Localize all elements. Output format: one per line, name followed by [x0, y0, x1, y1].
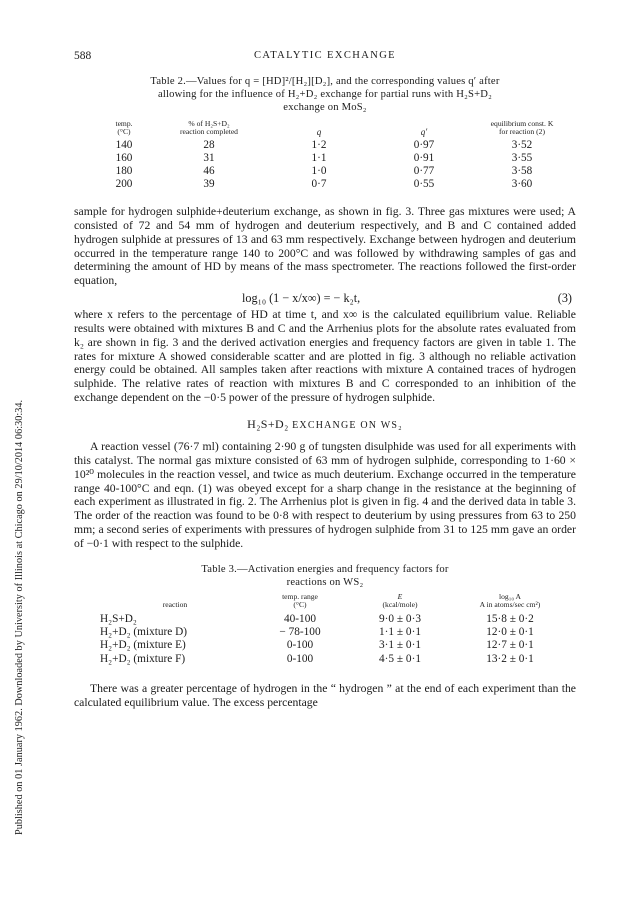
table3	[100, 593, 570, 666]
table3-caption-line: reactions on WS₂	[286, 576, 364, 588]
body-paragraph: where x refers to the percentage of HD at time t, and x∞ is the calculated equilibrium value. Reliable results were obtained with mixtures B and C and the Arrhenius plots for the absolute rates evaluated from k₂ are shown in fig. 3 and the derived activation energies and frequency factors are given in table 1. The rates for mixture A showed considerable scatter and are plotted in fig. 3 although no reliable activation energy could be obtained. All samples taken after reactions with mixture A contained traces of hydrogen sulphide. The relative rates of reaction with mixtures B and C corresponded to an inhibition of the exchange dependent on the −0·5 power of the pressure of hydrogen sulphide.	[74, 308, 576, 405]
column-header-q: q	[316, 127, 322, 137]
column-header-temp-range: temp. range (°C)	[282, 591, 318, 609]
publication-sidebar	[2, 80, 25, 840]
table2	[94, 120, 570, 191]
journal-page	[74, 50, 576, 710]
column-header-percent: % of H₂S+D₂ reaction completed	[180, 119, 238, 136]
page-number: 588	[74, 50, 92, 62]
table-row: H₂+D₂ (mixture F) 0-100 4·5 ± 0·1 13·2 ± 0·1	[100, 652, 534, 665]
table-row: 140 28 1·2 0·97 3·52	[115, 139, 533, 151]
download-notice: Published on 01 January 1962. Downloaded by University of Illinois at Chicago on 29/10/2014 06:30:34.	[14, 399, 25, 835]
table2-caption-line: exchange on MoS₂	[283, 102, 367, 113]
table-row: 160 31 1·1 0·91 3·55	[115, 152, 533, 164]
body-paragraph: sample for hydrogen sulphide+deuterium exchange, as shown in fig. 3. Three gas mixtures were used; A consisted of 72 and 54 mm of hydrogen and deuterium respectively, and B and C contained added hydrogen sulphide at pressures of 13 and 63 mm respectively. Exchange between hydrogen and deuterium occurred in the temperature range 140 to 200°C and was followed by withdrawing samples of gas and determining the amount of HD by means of the mass spectrometer. The reactions followed the first-order equation,	[74, 205, 576, 288]
table-row: 180 46 1·0 0·77 3·58	[115, 165, 533, 177]
table-row: H₂+D₂ (mixture E) 0-100 3·1 ± 0·1 12·7 ± 0·1	[100, 639, 534, 652]
section-heading	[74, 417, 576, 432]
table3-caption	[74, 563, 576, 589]
table2-caption-line: Table 2.—Values for q = [HD]²/[H₂][D₂], and the corresponding values q′ after	[150, 76, 500, 87]
section-heading-formula: H₂S+D₂	[247, 416, 289, 431]
column-header-reaction: reaction	[162, 599, 188, 609]
equation-number: (3)	[557, 291, 572, 306]
column-header-frequency: log₁₀ A A in atoms/sec cm²)	[479, 591, 541, 609]
column-header-q-prime: q′	[420, 127, 428, 137]
body-paragraph: There was a greater percentage of hydrogen in the “ hydrogen ” at the end of each experiment than the calculated equilibrium value. The excess percentage	[74, 681, 576, 709]
section-heading-text: EXCHANGE ON WS₂	[292, 419, 403, 431]
column-header-equilibrium: equilibrium const. K for reaction (2)	[490, 119, 554, 136]
table-row: H₂S+D₂ 40-100 9·0 ± 0·3 15·8 ± 0·2	[100, 612, 534, 625]
body-paragraph: A reaction vessel (76·7 ml) containing 2·90 g of tungsten disulphide was used for all experiments with this catalyst. The normal gas mixture consisted of 63 mm of hydrogen sulphide, corresponding to 1·60 × 10²⁰ molecules in the reaction vessel, and twice as much deuterium. Exchange occurred in the temperature range 40-100°C and eqn. (1) was obeyed except for a sharp change in the resistance at the beginning of each experiment as illustrated in fig. 2. The Arrhenius plot is given in fig. 4 and the derived data in table 3. The order of the reaction was found to be 0·8 with respect to deuterium by using pressures from 63 to 250 mm; a second series of experiments with pressures of hydrogen sulphide from 31 to 125 mm gave an order of −0·1 with respect to the sulphide.	[74, 439, 576, 550]
column-header-temp: temp. (°C)	[115, 119, 133, 136]
equation-3	[74, 288, 576, 308]
page-header	[74, 50, 576, 66]
table2-caption	[74, 75, 576, 114]
equation-text: log₁₀ (1 − x/x∞) = − k₂t,	[242, 291, 361, 306]
table-row: 200 39 0·7 0·55 3·60	[115, 178, 533, 190]
running-head: CATALYTIC EXCHANGE	[253, 50, 396, 61]
column-header-energy: E (kcal/mole)	[382, 591, 418, 609]
table2-caption-line: allowing for the influence of H₂+D₂ exchange for partial runs with H₂S+D₂	[157, 89, 493, 100]
table3-caption-line: Table 3.—Activation energies and frequency factors for	[201, 563, 449, 575]
table-row: H₂+D₂ (mixture D) − 78-100 1·1 ± 0·1 12·0 ± 0·1	[100, 626, 534, 639]
